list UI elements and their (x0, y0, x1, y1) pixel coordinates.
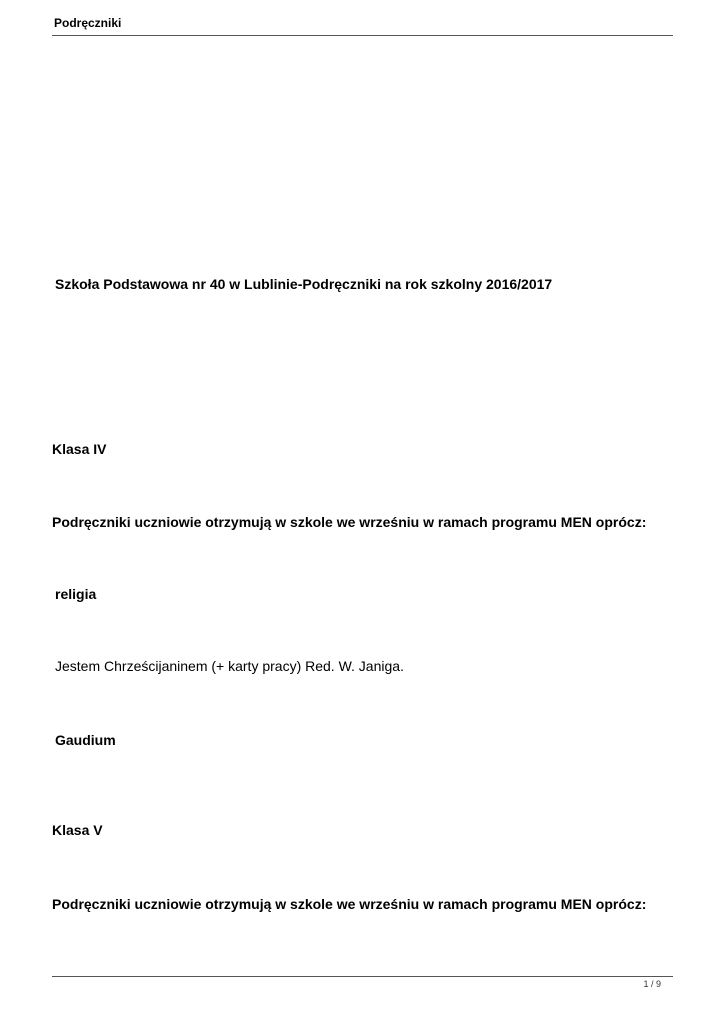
book-entry-religia: Jestem Chrześcijaninem (+ karty pracy) Red. W. Janiga. (55, 658, 404, 674)
page-header-title: Podręczniki (54, 16, 122, 30)
class-v-heading: Klasa V (52, 822, 103, 838)
document-title: Szkoła Podstawowa nr 40 w Lublinie-Podręczniki na rok szkolny 2016/2017 (55, 276, 553, 292)
page-number: 1 / 9 (643, 979, 661, 989)
class-v-intro: Podręczniki uczniowie otrzymują w szkole we wrześniu w ramach programu MEN oprócz: (52, 896, 647, 912)
footer-divider (52, 976, 673, 977)
subject-religia: religia (55, 586, 97, 602)
class-iv-heading: Klasa IV (52, 441, 107, 457)
header-divider (52, 35, 673, 36)
class-iv-intro: Podręczniki uczniowie otrzymują w szkole we wrześniu w ramach programu MEN oprócz: (52, 514, 647, 530)
publisher-name: Gaudium (55, 732, 116, 748)
